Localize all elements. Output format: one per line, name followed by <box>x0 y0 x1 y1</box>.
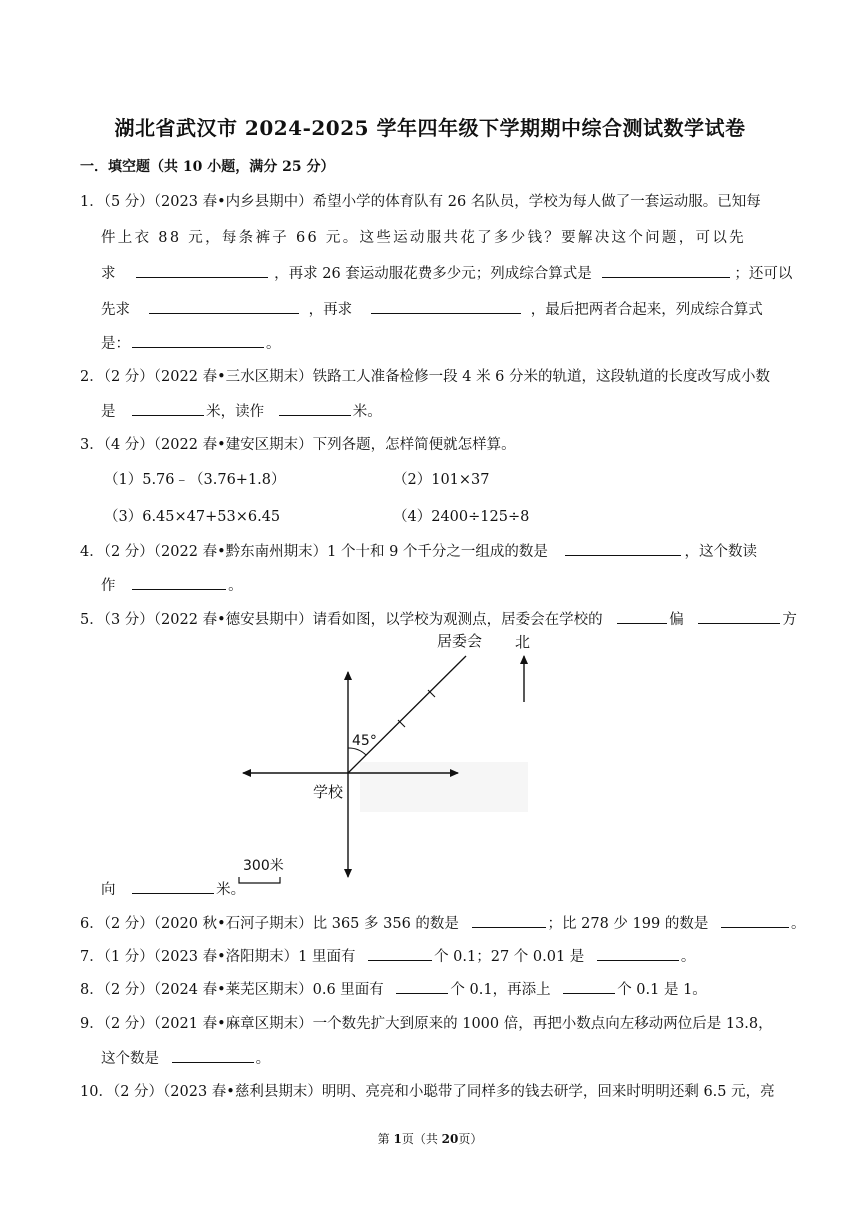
q7-line <box>80 945 695 966</box>
q8-line <box>80 978 707 999</box>
answer-blank[interactable] <box>132 401 204 416</box>
north-label: 北 <box>515 633 531 651</box>
school-label: 学校 <box>313 783 344 801</box>
q1-text: 。 <box>266 336 281 352</box>
q10-line-1: 10．（2 分）（2023 春•慈利县期末）明明、亮亮和小聪带了同样多的钱去研学，回来时明明还剩 6.5 元，亮 <box>80 1084 775 1100</box>
direction-diagram <box>0 630 860 890</box>
q2-text: 是 <box>101 404 116 420</box>
q2-line-2 <box>101 400 382 421</box>
q5-text: 方 <box>782 612 797 628</box>
answer-blank[interactable] <box>368 946 432 961</box>
q2-text: 米。 <box>352 404 382 420</box>
page-title: 湖北省武汉市 2024-2025 学年四年级下学期期中综合测试数学试卷 <box>114 116 746 140</box>
q7-text: 个 0.1；27 个 0.01 是 <box>434 949 585 965</box>
page-number: 1 <box>393 1132 402 1146</box>
q1-line-5 <box>101 332 281 353</box>
q9-line-2 <box>101 1047 270 1068</box>
q3-part-4: （4）2400÷125÷8 <box>393 509 530 525</box>
q5-line-1 <box>80 608 797 629</box>
q8-text: 个 0.1，再添上 <box>450 982 551 998</box>
footer-text: 页） <box>458 1132 483 1146</box>
answer-blank[interactable] <box>721 913 789 928</box>
q8-text: 个 0.1 是 1。 <box>617 982 707 998</box>
q1-line-3 <box>101 262 792 283</box>
q3-part-1: （1）5.76﹣（3.76+1.8） <box>104 472 286 488</box>
q4-text: 。 <box>228 578 243 594</box>
answer-blank[interactable] <box>617 609 667 624</box>
q5-text: 向 <box>101 882 116 898</box>
answer-blank[interactable] <box>172 1048 254 1063</box>
footer-text: 第 <box>377 1132 394 1146</box>
answer-blank[interactable] <box>565 541 681 556</box>
angle-arc <box>348 748 366 755</box>
q7-text: 7．（1 分）（2023 春•洛阳期末）1 里面有 <box>80 949 356 965</box>
answer-blank[interactable] <box>472 913 546 928</box>
answer-blank[interactable] <box>132 575 226 590</box>
answer-blank[interactable] <box>132 879 214 894</box>
answer-blank[interactable] <box>698 609 780 624</box>
answer-blank[interactable] <box>597 946 679 961</box>
q6-text: ；比 278 少 199 的数是 <box>547 916 709 932</box>
q1-text: 先求 <box>101 302 130 318</box>
answer-blank[interactable] <box>602 263 730 278</box>
q4-line-1 <box>80 540 757 561</box>
q4-line-2 <box>101 574 243 595</box>
q1-text: 是： <box>101 336 130 352</box>
q1-line-2: 件上衣 88 元，每条裤子 66 元。这些运动服共花了多少钱？要解决这个问题，可以先 <box>101 230 746 246</box>
footer-text: 页（共 <box>401 1132 442 1146</box>
q9-text: 。 <box>255 1051 271 1067</box>
q9-line-1: 9．（2 分）（2021 春•麻章区期末）一个数先扩大到原来的 1000 倍，再把小数点向左移动两位后是 13.8， <box>80 1016 773 1032</box>
q3-part-3: （3）6.45×47+53×6.45 <box>104 509 281 525</box>
section-heading: 一．填空题（共 10 小题，满分 25 分） <box>80 159 335 175</box>
q1-text: 求 <box>101 266 116 282</box>
answer-blank[interactable] <box>136 263 268 278</box>
q6-text: 。 <box>790 916 806 932</box>
scan-shade <box>360 762 528 812</box>
q4-text: 4．（2 分）（2022 春•黔东南州期末）1 个十和 9 个千分之一组成的数是 <box>80 544 548 560</box>
q3-part-2: （2）101×37 <box>393 472 490 488</box>
answer-blank[interactable] <box>279 401 351 416</box>
direction-line <box>348 656 466 773</box>
q5-text: 偏 <box>669 612 684 628</box>
q2-text: 米，读作 <box>206 404 265 420</box>
q7-text: 。 <box>680 949 696 965</box>
q8-text: 8．（2 分）（2024 春•莱芜区期末）0.6 里面有 <box>80 982 384 998</box>
q4-text: 作 <box>101 578 116 594</box>
q1-text: ；还可以 <box>734 266 793 282</box>
page-footer <box>0 1130 860 1147</box>
q5-text: 米。 <box>216 882 246 898</box>
q5-line-2 <box>101 878 245 899</box>
answer-blank[interactable] <box>563 979 615 994</box>
q1-text: ，最后把两者合起来，列成综合算式 <box>530 302 763 318</box>
q1-line-4 <box>101 298 763 319</box>
tick-mark <box>398 720 405 727</box>
answer-blank[interactable] <box>396 979 448 994</box>
scale-label: 300米 <box>243 858 284 874</box>
q5-text: 5．（3 分）（2022 春•德安县期中）请看如图，以学校为观测点，居委会在学校的 <box>80 612 603 628</box>
angle-label: 45° <box>352 733 377 749</box>
answer-blank[interactable] <box>149 299 299 314</box>
answer-blank[interactable] <box>371 299 521 314</box>
q3-line-1: 3．（4 分）（2022 春•建安区期末）下列各题，怎样简便就怎样算。 <box>80 437 516 453</box>
q1-text: ，再求 <box>308 302 353 318</box>
q1-text: ，再求 26 套运动服花费多少元；列成综合算式是 <box>274 266 592 282</box>
page-total: 20 <box>441 1132 459 1146</box>
q6-text: 6．（2 分）（2020 秋•石河子期末）比 365 多 356 的数是 <box>80 916 459 932</box>
q1-line-1: 1．（5 分）（2023 春•内乡县期中）希望小学的体育队有 26 名队员，学校为每人做了一套运动服。已知每 <box>80 194 761 210</box>
q9-text: 这个数是 <box>101 1051 159 1067</box>
q4-text: ，这个数读 <box>684 544 758 560</box>
scale-bar <box>239 877 280 883</box>
committee-label: 居委会 <box>437 632 483 650</box>
q6-line <box>80 912 805 933</box>
q2-line-1: 2．（2 分）（2022 春•三水区期末）铁路工人准备检修一段 4 米 6 分米的轨道，这段轨道的长度改写成小数 <box>80 369 771 385</box>
answer-blank[interactable] <box>132 333 264 348</box>
